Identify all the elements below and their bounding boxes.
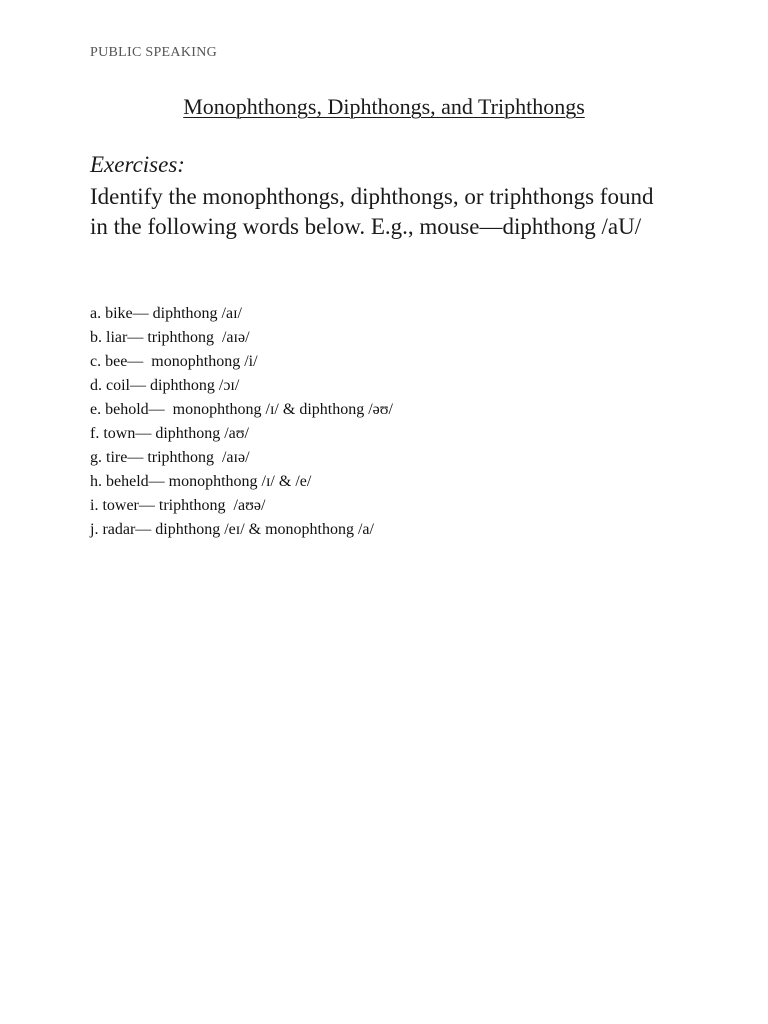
list-item: h. beheld— monophthong /ɪ/ & /e/ <box>90 473 312 490</box>
answer-list <box>90 302 690 542</box>
list-item: i. tower— triphthong /aʊə/ <box>90 497 266 514</box>
exercises-label: Exercises: <box>90 152 185 177</box>
list-item: a. bike— diphthong /aɪ/ <box>90 305 242 322</box>
list-item: c. bee— monophthong /i/ <box>90 353 258 370</box>
running-header: PUBLIC SPEAKING <box>90 45 218 60</box>
list-item: d. coil— diphthong /ɔɪ/ <box>90 377 240 394</box>
list-item: f. town— diphthong /aʊ/ <box>90 425 249 442</box>
list-item: e. behold— monophthong /ɪ/ & diphthong /əʊ/ <box>90 401 393 418</box>
exercise-instructions: Identify the monophthongs, diphthongs, or triphthongs found in the following words below. E.g., mouse—diphthong /aU/ <box>90 184 654 239</box>
list-item: j. radar— diphthong /eɪ/ & monophthong /a/ <box>90 521 374 538</box>
list-item: b. liar— triphthong /aɪə/ <box>90 329 250 346</box>
list-item: g. tire— triphthong /aɪə/ <box>90 449 250 466</box>
page-title-text: Monophthongs, Diphthongs, and Triphthongs <box>183 94 585 119</box>
page-title <box>0 94 768 120</box>
